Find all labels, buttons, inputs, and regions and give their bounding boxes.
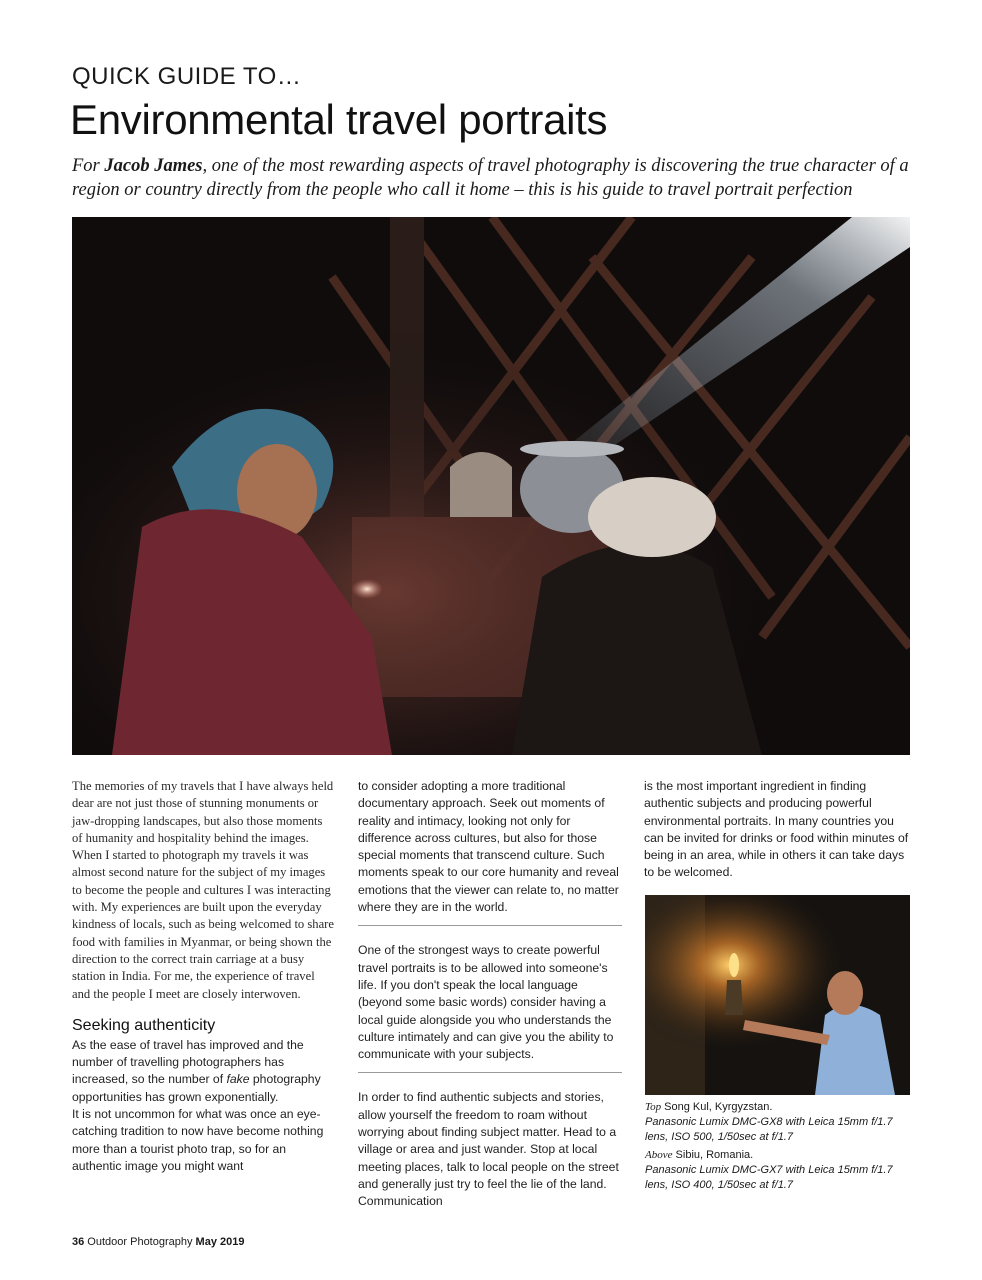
caption-camera-settings: Panasonic Lumix DMC-GX8 with Leica 15mm f/1.7 lens, ISO 500, 1/50sec at f/1.7 bbox=[645, 1116, 893, 1144]
column-divider bbox=[358, 925, 622, 926]
photo-captions bbox=[645, 1100, 911, 1193]
body-text: photography opportunities has grown exponentially. bbox=[72, 1072, 321, 1104]
body-paragraph: It is not uncommon for what was once an eye-catching tradition to now have become nothing more than a tourist photo trap, so for an authentic image you might want bbox=[72, 1107, 324, 1173]
intro-paragraph: The memories of my travels that I have always held dear are not just those of stunning monuments or jaw-dropping landscapes, but also those moments of humanity and hospitality behind the images. When I started to photograph my travels it was almost second nature for the subject of my images to become the people and cultures I was interacting with. My experiences are built upon the everyday kindness of locals, such as being welcomed to share food with families in Myanmar, or being shown the direction to the correct train carriage at a busy station in India. For me, the experience of travel and the people I meet are closely interwoven. bbox=[72, 779, 334, 1001]
yurt-interior-portrait-image bbox=[72, 217, 910, 755]
caption-location: Sibiu, Romania. bbox=[672, 1148, 754, 1161]
emphasis-text: fake bbox=[226, 1072, 250, 1087]
caption-position-label: Above bbox=[645, 1148, 673, 1161]
hero-photo bbox=[72, 217, 910, 755]
subheading-seeking-authenticity: Seeking authenticity bbox=[72, 1016, 216, 1034]
caption-camera-settings: Panasonic Lumix DMC-GX7 with Leica 15mm f/1.7 lens, ISO 400, 1/50sec at f/1.7 bbox=[645, 1163, 893, 1192]
standfirst-intro: For bbox=[72, 156, 105, 176]
issue-date: May 2019 bbox=[195, 1236, 245, 1248]
publication-name: Outdoor Photography bbox=[84, 1236, 196, 1248]
body-paragraph: In order to find authentic subjects and stories, allow yourself the freedom to roam without worrying about finding subject matter. Head to a village or area and just wander. Stop at local meeting places, talk to local people on the street and generally just try to feel the lie of the land. Communication bbox=[358, 1090, 619, 1209]
caption-above bbox=[645, 1148, 911, 1194]
author-name: Jacob James bbox=[104, 156, 203, 176]
column-1 bbox=[72, 778, 336, 1175]
body-paragraph bbox=[72, 1037, 336, 1106]
column-2 bbox=[358, 778, 622, 1211]
page-number: 36 bbox=[72, 1236, 85, 1248]
standfirst-body: , one of the most rewarding aspects of travel photography is discovering the true character of a region or country directly from the people who call it home – this is his guide to travel portrait perfection bbox=[72, 156, 909, 200]
caption-top bbox=[645, 1100, 911, 1146]
body-paragraph: is the most important ingredient in finding authentic subjects and producing powerful environmental portraits. In many countries you can be invited for drinks or food within minutes of being in an area, while in others it can take days to be welcomed. bbox=[644, 779, 909, 880]
page-footer bbox=[72, 1236, 244, 1248]
lantern-portrait-image bbox=[645, 895, 910, 1095]
caption-position-label: Top bbox=[645, 1101, 662, 1113]
body-paragraph: to consider adopting a more traditional documentary approach. Seek out moments of reality and intimacy, looking not only for difference across cultures, but also for those special moments that transcend culture. Such moments speak to our core humanity and reveal emotions that the viewer can relate to, no matter where they are in the world. bbox=[358, 779, 619, 915]
section-kicker: QUICK GUIDE TO… bbox=[72, 63, 302, 90]
caption-location: Song Kul, Kyrgyzstan. bbox=[661, 1101, 773, 1113]
inset-photo bbox=[645, 895, 910, 1095]
column-divider bbox=[358, 1072, 622, 1073]
column-3 bbox=[644, 778, 910, 882]
standfirst bbox=[72, 154, 922, 202]
article-title: Environmental travel portraits bbox=[70, 96, 608, 143]
body-paragraph: One of the strongest ways to create powerful travel portraits is to be allowed into someone's life. If you don't speak the local language (beyond some basic words) consider having a local guide alongside you who understands the culture intimately and can give you the ability to communicate with your subjects. bbox=[358, 943, 614, 1062]
body-text: As the ease of travel has improved and the number of travelling photographers has increased, so the number of bbox=[72, 1037, 304, 1087]
